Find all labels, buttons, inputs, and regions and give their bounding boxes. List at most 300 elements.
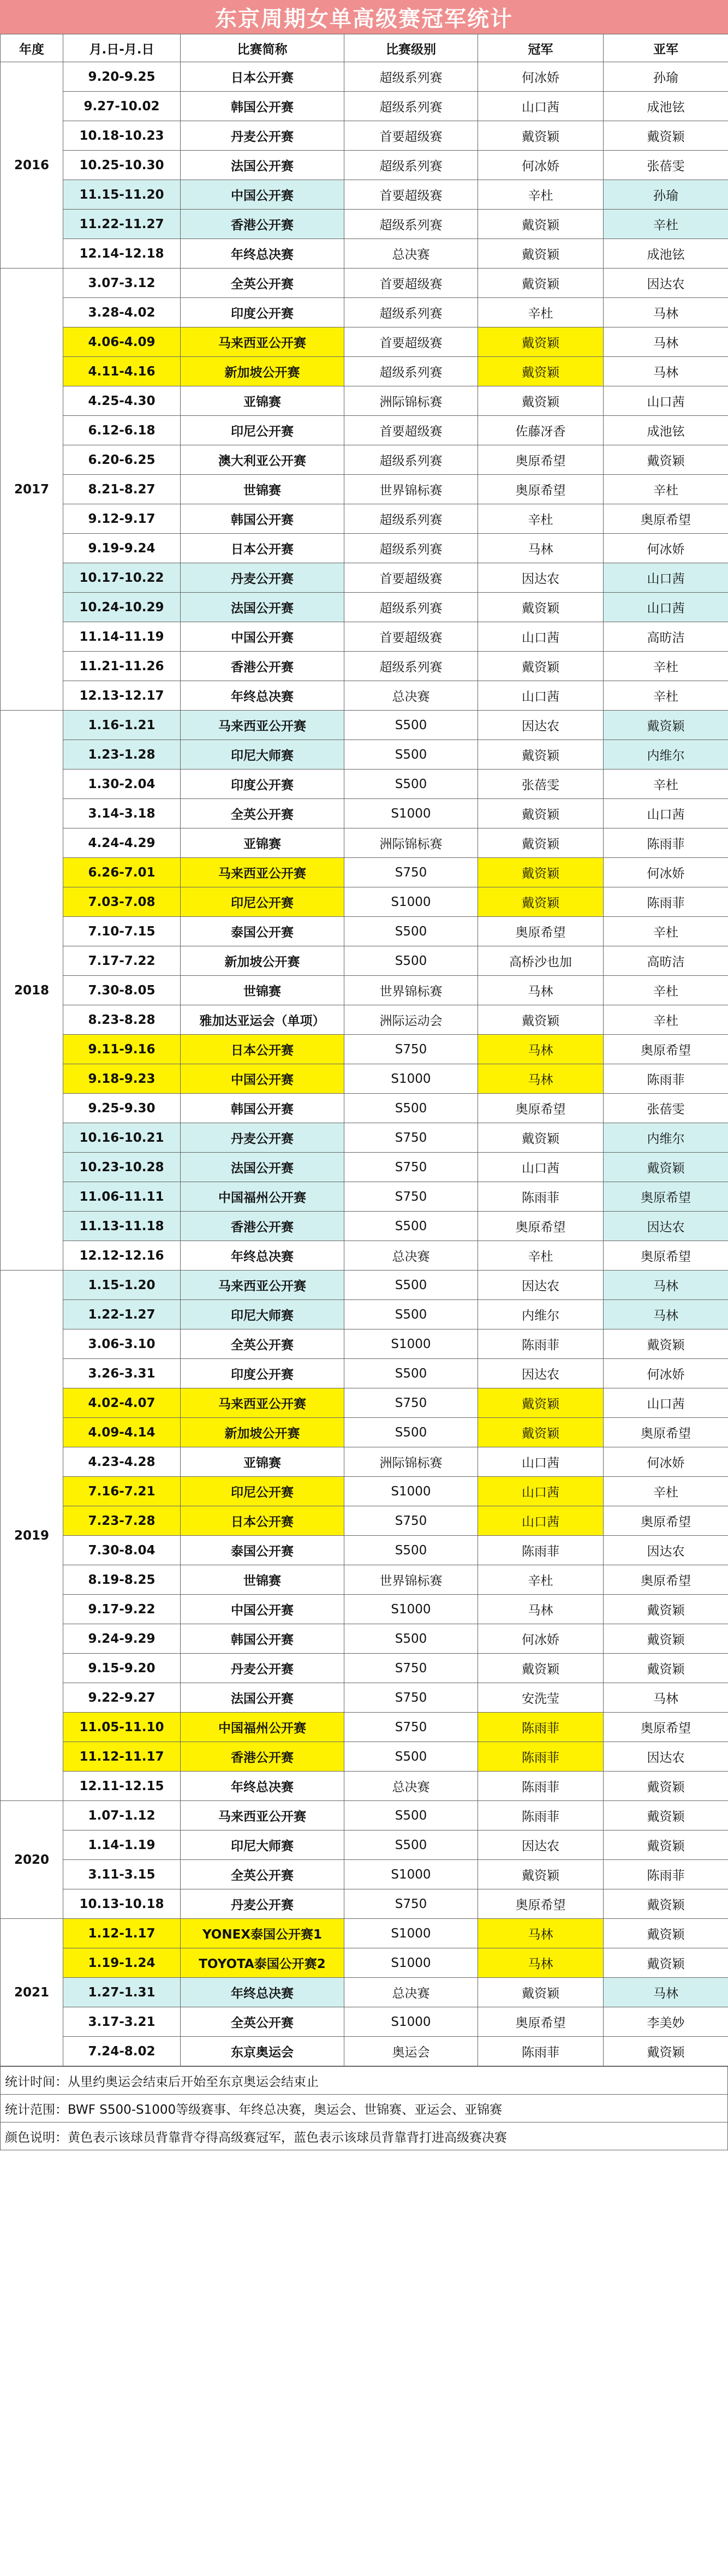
date-cell: 1.07-1.12 xyxy=(63,1801,181,1830)
table-row xyxy=(1,917,728,946)
date-cell: 11.13-11.18 xyxy=(63,1212,181,1241)
date-cell: 7.30-8.04 xyxy=(63,1536,181,1565)
level-cell: S750 xyxy=(344,1182,478,1212)
runner-up-cell: 成池铉 xyxy=(604,92,728,121)
level-cell: S1000 xyxy=(344,1948,478,1978)
date-cell: 7.24-8.02 xyxy=(63,2037,181,2066)
event-cell: 日本公开赛 xyxy=(181,1035,344,1064)
event-cell: 全英公开赛 xyxy=(181,269,344,298)
event-cell: 新加坡公开赛 xyxy=(181,357,344,386)
table-row xyxy=(1,1477,728,1506)
event-cell: 香港公开赛 xyxy=(181,1742,344,1772)
event-cell: 年终总决赛 xyxy=(181,1772,344,1801)
event-cell: 中国公开赛 xyxy=(181,1595,344,1624)
runner-up-cell: 辛杜 xyxy=(604,1477,728,1506)
event-cell: 韩国公开赛 xyxy=(181,504,344,534)
runner-up-cell: 戴资颖 xyxy=(604,1654,728,1683)
champion-cell: 高桥沙也加 xyxy=(478,946,604,976)
champion-cell: 佐藤冴香 xyxy=(478,416,604,445)
event-cell: 泰国公开赛 xyxy=(181,1536,344,1565)
table-row xyxy=(1,1772,728,1801)
table-row xyxy=(1,1447,728,1477)
event-cell: 印尼大师赛 xyxy=(181,1300,344,1329)
event-cell: 韩国公开赛 xyxy=(181,92,344,121)
event-cell: 全英公开赛 xyxy=(181,2007,344,2037)
date-cell: 3.26-3.31 xyxy=(63,1359,181,1388)
level-cell: S750 xyxy=(344,1683,478,1713)
table-row xyxy=(1,210,728,239)
event-cell: 新加坡公开赛 xyxy=(181,1418,344,1447)
header-champion: 冠军 xyxy=(478,34,604,62)
event-cell: 全英公开赛 xyxy=(181,1329,344,1359)
table-row xyxy=(1,1359,728,1388)
runner-up-cell: 辛杜 xyxy=(604,1005,728,1035)
table-row xyxy=(1,1271,728,1300)
date-cell: 8.21-8.27 xyxy=(63,475,181,504)
header-date: 月.日-月.日 xyxy=(63,34,181,62)
level-cell: S500 xyxy=(344,711,478,740)
champion-cell: 马林 xyxy=(478,1595,604,1624)
table-row xyxy=(1,445,728,475)
date-cell: 4.02-4.07 xyxy=(63,1388,181,1418)
header-row xyxy=(1,34,728,62)
event-cell: 印尼公开赛 xyxy=(181,887,344,917)
runner-up-cell: 陈雨菲 xyxy=(604,1064,728,1094)
champion-cell: 马林 xyxy=(478,534,604,563)
table-row xyxy=(1,121,728,151)
champion-cell: 陈雨菲 xyxy=(478,1536,604,1565)
level-cell: S1000 xyxy=(344,1477,478,1506)
runner-up-cell: 高昉洁 xyxy=(604,622,728,652)
champion-cell: 陈雨菲 xyxy=(478,1329,604,1359)
table-row xyxy=(1,269,728,298)
runner-up-cell: 陈雨菲 xyxy=(604,828,728,858)
table-row xyxy=(1,151,728,180)
event-cell: 世锦赛 xyxy=(181,976,344,1005)
champion-cell: 马林 xyxy=(478,976,604,1005)
runner-up-cell: 奥原希望 xyxy=(604,1565,728,1595)
date-cell: 1.30-2.04 xyxy=(63,770,181,799)
table-row xyxy=(1,1889,728,1919)
champion-cell: 戴资颖 xyxy=(478,1860,604,1889)
runner-up-cell: 孙瑜 xyxy=(604,180,728,210)
champions-table xyxy=(0,34,728,2066)
event-cell: 印尼大师赛 xyxy=(181,740,344,770)
date-cell: 10.23-10.28 xyxy=(63,1153,181,1182)
level-cell: S750 xyxy=(344,1506,478,1536)
level-cell: 总决赛 xyxy=(344,1241,478,1271)
header-level: 比赛级别 xyxy=(344,34,478,62)
date-cell: 1.15-1.20 xyxy=(63,1271,181,1300)
event-cell: 马来西亚公开赛 xyxy=(181,711,344,740)
table-row xyxy=(1,858,728,887)
date-cell: 11.21-11.26 xyxy=(63,652,181,681)
runner-up-cell: 戴资颖 xyxy=(604,1772,728,1801)
date-cell: 11.05-11.10 xyxy=(63,1713,181,1742)
champion-cell: 戴资颖 xyxy=(478,1978,604,2007)
event-cell: 中国福州公开赛 xyxy=(181,1713,344,1742)
champion-cell: 奥原希望 xyxy=(478,475,604,504)
level-cell: S500 xyxy=(344,1418,478,1447)
event-cell: 年终总决赛 xyxy=(181,681,344,711)
runner-up-cell: 何冰娇 xyxy=(604,1359,728,1388)
table-row xyxy=(1,1713,728,1742)
date-cell: 11.12-11.17 xyxy=(63,1742,181,1772)
runner-up-cell: 马林 xyxy=(604,1300,728,1329)
champion-cell: 内维尔 xyxy=(478,1300,604,1329)
date-cell: 3.07-3.12 xyxy=(63,269,181,298)
table-row xyxy=(1,828,728,858)
runner-up-cell: 因达农 xyxy=(604,269,728,298)
table-row xyxy=(1,1595,728,1624)
table-row xyxy=(1,298,728,327)
champion-cell: 山口茜 xyxy=(478,92,604,121)
table-row xyxy=(1,976,728,1005)
date-cell: 4.09-4.14 xyxy=(63,1418,181,1447)
level-cell: S500 xyxy=(344,770,478,799)
footer-color-note: 颜色说明：黄色表示该球员背靠背夺得高级赛冠军，蓝色表示该球员背靠背打进高级赛决赛 xyxy=(1,2122,727,2150)
champion-cell: 陈雨菲 xyxy=(478,1182,604,1212)
table-row xyxy=(1,1182,728,1212)
level-cell: S1000 xyxy=(344,1329,478,1359)
champion-cell: 戴资颖 xyxy=(478,740,604,770)
date-cell: 6.12-6.18 xyxy=(63,416,181,445)
table-row xyxy=(1,1035,728,1064)
event-cell: 马来西亚公开赛 xyxy=(181,858,344,887)
level-cell: 世界锦标赛 xyxy=(344,976,478,1005)
table-row xyxy=(1,2007,728,2037)
runner-up-cell: 山口茜 xyxy=(604,1388,728,1418)
year-cell: 2018 xyxy=(1,711,63,1271)
level-cell: 总决赛 xyxy=(344,1978,478,2007)
date-cell: 12.11-12.15 xyxy=(63,1772,181,1801)
header-runner-up: 亚军 xyxy=(604,34,728,62)
date-cell: 1.16-1.21 xyxy=(63,711,181,740)
year-cell: 2017 xyxy=(1,269,63,711)
date-cell: 4.23-4.28 xyxy=(63,1447,181,1477)
event-cell: 印度公开赛 xyxy=(181,1359,344,1388)
runner-up-cell: 辛杜 xyxy=(604,976,728,1005)
champion-cell: 戴资颖 xyxy=(478,887,604,917)
champion-cell: 陈雨菲 xyxy=(478,1713,604,1742)
table-row xyxy=(1,1212,728,1241)
champion-cell: 辛杜 xyxy=(478,180,604,210)
event-cell: 年终总决赛 xyxy=(181,1978,344,2007)
date-cell: 9.27-10.02 xyxy=(63,92,181,121)
champion-cell: 辛杜 xyxy=(478,1565,604,1595)
runner-up-cell: 山口茜 xyxy=(604,386,728,416)
runner-up-cell: 李美妙 xyxy=(604,2007,728,2037)
runner-up-cell: 辛杜 xyxy=(604,652,728,681)
champion-cell: 陈雨菲 xyxy=(478,1742,604,1772)
table-row xyxy=(1,416,728,445)
event-cell: 中国公开赛 xyxy=(181,622,344,652)
champion-cell: 因达农 xyxy=(478,1830,604,1860)
level-cell: 洲际锦标赛 xyxy=(344,386,478,416)
champion-cell: 戴资颖 xyxy=(478,1388,604,1418)
date-cell: 4.06-4.09 xyxy=(63,327,181,357)
runner-up-cell: 奥原希望 xyxy=(604,1713,728,1742)
runner-up-cell: 马林 xyxy=(604,357,728,386)
champion-cell: 因达农 xyxy=(478,1359,604,1388)
date-cell: 1.27-1.31 xyxy=(63,1978,181,2007)
champion-cell: 戴资颖 xyxy=(478,210,604,239)
level-cell: S500 xyxy=(344,1742,478,1772)
runner-up-cell: 戴资颖 xyxy=(604,1948,728,1978)
date-cell: 11.14-11.19 xyxy=(63,622,181,652)
level-cell: S1000 xyxy=(344,1919,478,1948)
date-cell: 8.19-8.25 xyxy=(63,1565,181,1595)
level-cell: 首要超级赛 xyxy=(344,180,478,210)
runner-up-cell: 奥原希望 xyxy=(604,504,728,534)
runner-up-cell: 马林 xyxy=(604,1683,728,1713)
event-cell: 马来西亚公开赛 xyxy=(181,327,344,357)
date-cell: 3.06-3.10 xyxy=(63,1329,181,1359)
champion-cell: 戴资颖 xyxy=(478,1005,604,1035)
runner-up-cell: 戴资颖 xyxy=(604,1801,728,1830)
champion-cell: 戴资颖 xyxy=(478,269,604,298)
table-row xyxy=(1,1388,728,1418)
champion-cell: 辛杜 xyxy=(478,298,604,327)
level-cell: 超级系列赛 xyxy=(344,92,478,121)
event-cell: 年终总决赛 xyxy=(181,1241,344,1271)
level-cell: 总决赛 xyxy=(344,1772,478,1801)
date-cell: 6.26-7.01 xyxy=(63,858,181,887)
champion-cell: 山口茜 xyxy=(478,622,604,652)
level-cell: S500 xyxy=(344,1212,478,1241)
runner-up-cell: 戴资颖 xyxy=(604,1624,728,1654)
event-cell: 新加坡公开赛 xyxy=(181,946,344,976)
event-cell: 印尼大师赛 xyxy=(181,1830,344,1860)
event-cell: 法国公开赛 xyxy=(181,1153,344,1182)
level-cell: S750 xyxy=(344,1153,478,1182)
event-cell: 雅加达亚运会（单项） xyxy=(181,1005,344,1035)
date-cell: 7.23-7.28 xyxy=(63,1506,181,1536)
table-row xyxy=(1,1830,728,1860)
runner-up-cell: 成池铉 xyxy=(604,239,728,269)
event-cell: 日本公开赛 xyxy=(181,62,344,92)
table-row xyxy=(1,327,728,357)
date-cell: 11.22-11.27 xyxy=(63,210,181,239)
champion-cell: 因达农 xyxy=(478,711,604,740)
champion-cell: 戴资颖 xyxy=(478,1654,604,1683)
runner-up-cell: 戴资颖 xyxy=(604,1329,728,1359)
date-cell: 3.14-3.18 xyxy=(63,799,181,828)
runner-up-cell: 马林 xyxy=(604,1978,728,2007)
event-cell: 法国公开赛 xyxy=(181,151,344,180)
table-row xyxy=(1,386,728,416)
level-cell: 超级系列赛 xyxy=(344,593,478,622)
event-cell: 马来西亚公开赛 xyxy=(181,1388,344,1418)
date-cell: 6.20-6.25 xyxy=(63,445,181,475)
runner-up-cell: 戴资颖 xyxy=(604,1595,728,1624)
year-cell: 2020 xyxy=(1,1801,63,1919)
runner-up-cell: 戴资颖 xyxy=(604,1919,728,1948)
table-row xyxy=(1,887,728,917)
event-cell: 世锦赛 xyxy=(181,475,344,504)
level-cell: 总决赛 xyxy=(344,239,478,269)
runner-up-cell: 内维尔 xyxy=(604,1123,728,1153)
runner-up-cell: 何冰娇 xyxy=(604,534,728,563)
level-cell: S1000 xyxy=(344,799,478,828)
level-cell: S500 xyxy=(344,1271,478,1300)
level-cell: S750 xyxy=(344,1388,478,1418)
champion-cell: 因达农 xyxy=(478,563,604,593)
table-row xyxy=(1,1919,728,1948)
champion-cell: 辛杜 xyxy=(478,504,604,534)
header-event: 比赛简称 xyxy=(181,34,344,62)
table-row xyxy=(1,946,728,976)
runner-up-cell: 戴资颖 xyxy=(604,711,728,740)
champion-cell: 马林 xyxy=(478,1035,604,1064)
level-cell: S500 xyxy=(344,1536,478,1565)
level-cell: 洲际运动会 xyxy=(344,1005,478,1035)
level-cell: 超级系列赛 xyxy=(344,652,478,681)
runner-up-cell: 奥原希望 xyxy=(604,1506,728,1536)
level-cell: 超级系列赛 xyxy=(344,504,478,534)
table-row xyxy=(1,770,728,799)
event-cell: 印尼公开赛 xyxy=(181,416,344,445)
table-row xyxy=(1,504,728,534)
table-row xyxy=(1,1654,728,1683)
level-cell: S750 xyxy=(344,1035,478,1064)
table-row xyxy=(1,681,728,711)
date-cell: 9.11-9.16 xyxy=(63,1035,181,1064)
level-cell: S500 xyxy=(344,740,478,770)
level-cell: S500 xyxy=(344,1300,478,1329)
champion-cell: 何冰娇 xyxy=(478,62,604,92)
champion-cell: 陈雨菲 xyxy=(478,1801,604,1830)
table-row xyxy=(1,180,728,210)
table-row xyxy=(1,1742,728,1772)
date-cell: 7.17-7.22 xyxy=(63,946,181,976)
event-cell: 年终总决赛 xyxy=(181,239,344,269)
table-row xyxy=(1,1094,728,1123)
level-cell: S500 xyxy=(344,917,478,946)
date-cell: 12.14-12.18 xyxy=(63,239,181,269)
runner-up-cell: 马林 xyxy=(604,327,728,357)
runner-up-cell: 奥原希望 xyxy=(604,1182,728,1212)
champion-cell: 马林 xyxy=(478,1948,604,1978)
runner-up-cell: 戴资颖 xyxy=(604,1830,728,1860)
table-row xyxy=(1,1005,728,1035)
level-cell: 首要超级赛 xyxy=(344,416,478,445)
table-row xyxy=(1,1300,728,1329)
level-cell: 洲际锦标赛 xyxy=(344,828,478,858)
date-cell: 1.23-1.28 xyxy=(63,740,181,770)
table-row xyxy=(1,475,728,504)
event-cell: 印度公开赛 xyxy=(181,770,344,799)
event-cell: 中国福州公开赛 xyxy=(181,1182,344,1212)
level-cell: 超级系列赛 xyxy=(344,210,478,239)
level-cell: S750 xyxy=(344,1713,478,1742)
champion-cell: 山口茜 xyxy=(478,1153,604,1182)
date-cell: 12.12-12.16 xyxy=(63,1241,181,1271)
runner-up-cell: 陈雨菲 xyxy=(604,887,728,917)
event-cell: 丹麦公开赛 xyxy=(181,563,344,593)
date-cell: 9.20-9.25 xyxy=(63,62,181,92)
level-cell: 超级系列赛 xyxy=(344,357,478,386)
table-row xyxy=(1,1536,728,1565)
event-cell: 香港公开赛 xyxy=(181,652,344,681)
date-cell: 11.06-11.11 xyxy=(63,1182,181,1212)
runner-up-cell: 辛杜 xyxy=(604,770,728,799)
table-row xyxy=(1,1860,728,1889)
event-cell: 韩国公开赛 xyxy=(181,1624,344,1654)
champion-cell: 奥原希望 xyxy=(478,917,604,946)
champion-cell: 山口茜 xyxy=(478,1447,604,1477)
runner-up-cell: 戴资颖 xyxy=(604,1889,728,1919)
table-row xyxy=(1,239,728,269)
table-row xyxy=(1,799,728,828)
runner-up-cell: 戴资颖 xyxy=(604,2037,728,2066)
champion-cell: 山口茜 xyxy=(478,1506,604,1536)
date-cell: 3.11-3.15 xyxy=(63,1860,181,1889)
date-cell: 4.24-4.29 xyxy=(63,828,181,858)
level-cell: S500 xyxy=(344,946,478,976)
champion-cell: 马林 xyxy=(478,1919,604,1948)
date-cell: 10.13-10.18 xyxy=(63,1889,181,1919)
event-cell: 全英公开赛 xyxy=(181,799,344,828)
year-cell: 2019 xyxy=(1,1271,63,1801)
table-row xyxy=(1,1683,728,1713)
event-cell: 中国公开赛 xyxy=(181,1064,344,1094)
event-cell: 丹麦公开赛 xyxy=(181,1889,344,1919)
table-row xyxy=(1,1329,728,1359)
level-cell: S500 xyxy=(344,1801,478,1830)
header-year: 年度 xyxy=(1,34,63,62)
champion-cell: 戴资颖 xyxy=(478,357,604,386)
champion-cell: 山口茜 xyxy=(478,681,604,711)
level-cell: S1000 xyxy=(344,1595,478,1624)
champion-cell: 安洗莹 xyxy=(478,1683,604,1713)
table-row xyxy=(1,534,728,563)
footer-scope: 统计范围：BWF S500-S1000等级赛事、年终总决赛，奥运会、世锦赛、亚运会、亚锦赛 xyxy=(1,2094,727,2122)
table-row xyxy=(1,2037,728,2066)
table-row xyxy=(1,1241,728,1271)
event-cell: 亚锦赛 xyxy=(181,386,344,416)
champion-cell: 奥原希望 xyxy=(478,445,604,475)
date-cell: 9.22-9.27 xyxy=(63,1683,181,1713)
table-row xyxy=(1,1565,728,1595)
champion-cell: 辛杜 xyxy=(478,1241,604,1271)
date-cell: 1.12-1.17 xyxy=(63,1919,181,1948)
table-row xyxy=(1,92,728,121)
runner-up-cell: 戴资颖 xyxy=(604,445,728,475)
runner-up-cell: 辛杜 xyxy=(604,917,728,946)
champion-cell: 因达农 xyxy=(478,1271,604,1300)
table-row xyxy=(1,711,728,740)
event-cell: 马来西亚公开赛 xyxy=(181,1801,344,1830)
runner-up-cell: 因达农 xyxy=(604,1212,728,1241)
event-cell: 法国公开赛 xyxy=(181,1683,344,1713)
runner-up-cell: 何冰娇 xyxy=(604,1447,728,1477)
champion-cell: 陈雨菲 xyxy=(478,2037,604,2066)
table-row xyxy=(1,593,728,622)
date-cell: 7.10-7.15 xyxy=(63,917,181,946)
runner-up-cell: 成池铉 xyxy=(604,416,728,445)
runner-up-cell: 因达农 xyxy=(604,1742,728,1772)
champion-cell: 奥原希望 xyxy=(478,2007,604,2037)
champion-cell: 奥原希望 xyxy=(478,1212,604,1241)
date-cell: 1.14-1.19 xyxy=(63,1830,181,1860)
runner-up-cell: 山口茜 xyxy=(604,593,728,622)
champion-cell: 何冰娇 xyxy=(478,151,604,180)
date-cell: 3.28-4.02 xyxy=(63,298,181,327)
date-cell: 9.19-9.24 xyxy=(63,534,181,563)
event-cell: 日本公开赛 xyxy=(181,534,344,563)
level-cell: 首要超级赛 xyxy=(344,269,478,298)
